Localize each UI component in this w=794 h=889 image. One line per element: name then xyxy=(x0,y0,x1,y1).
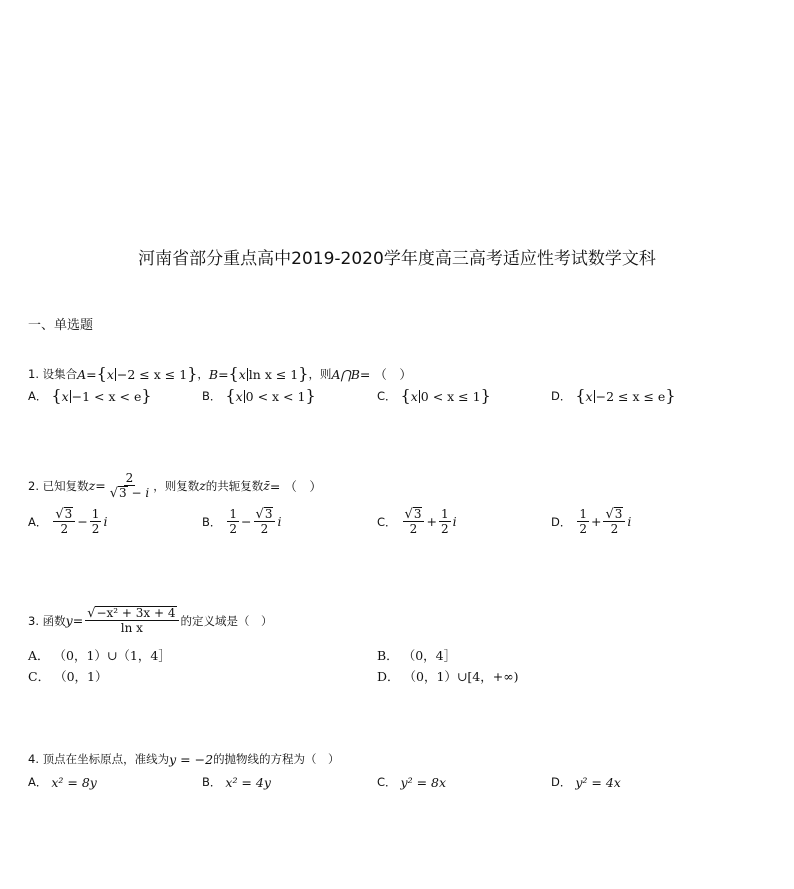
rbrace: } xyxy=(305,386,316,405)
numerator: 1 xyxy=(440,507,449,521)
sign: + xyxy=(591,514,602,529)
question-2 xyxy=(28,471,322,500)
radicand: 3 xyxy=(64,507,73,521)
q2-prefix: 2. 已知复数 xyxy=(28,478,89,493)
option-text: x² = 8y xyxy=(51,774,97,790)
denominator: 2 xyxy=(260,522,269,536)
q3-end: 的定义域是（ ） xyxy=(180,613,273,628)
q1-rbrace-a: } xyxy=(187,364,198,383)
numerator xyxy=(403,507,425,522)
q1-option-d[interactable] xyxy=(551,388,676,404)
sqrt-symbol: √ 3 xyxy=(404,507,422,522)
q1-eq-a: = xyxy=(86,366,97,382)
question-4 xyxy=(28,751,340,767)
sqrt-symbol: √ −x² + 3x + 4 xyxy=(87,606,176,621)
fraction-sqrt3-over-2 xyxy=(403,507,425,536)
q1-ask: ，则 xyxy=(308,367,332,381)
q2-den-tail: − i xyxy=(131,486,150,500)
q1-set-b-label: B xyxy=(208,366,219,382)
q1-set-a-condition: −2 ≤ x ≤ 1 xyxy=(116,366,188,382)
option-label: A． xyxy=(28,389,48,403)
q1-option-c[interactable] xyxy=(377,388,491,404)
option-condition: −1 < x < e xyxy=(71,388,142,404)
numerator xyxy=(603,507,625,522)
rbrace: } xyxy=(665,386,676,405)
option-condition: 0 < x ≤ 1 xyxy=(420,388,481,404)
fraction-1-over-2 xyxy=(90,507,102,536)
fraction-sqrt3-over-2 xyxy=(53,507,75,536)
numerator: 1 xyxy=(91,507,100,521)
q1-option-a[interactable] xyxy=(28,388,152,404)
q1-var-a: x xyxy=(106,366,114,382)
page-title: 河南省部分重点高中2019-2020学年度高三高考适应性考试数学文科 xyxy=(138,249,656,269)
denominator: 2 xyxy=(91,522,100,536)
q1-var-b: x xyxy=(238,366,246,382)
radicand: 3 xyxy=(119,486,127,500)
set-bar xyxy=(594,390,595,403)
fraction-sqrt3-over-2 xyxy=(603,507,625,536)
denominator: 2 xyxy=(229,522,238,536)
q4-option-d[interactable] xyxy=(551,774,621,790)
option-label: C． xyxy=(28,669,51,684)
q2-denominator xyxy=(108,486,151,500)
q2-option-c[interactable] xyxy=(377,507,457,536)
q3-option-c[interactable] xyxy=(28,667,107,685)
q3-prefix: 3. 函数 xyxy=(28,613,66,628)
sign: + xyxy=(426,514,437,529)
q2-option-a[interactable] xyxy=(28,507,107,536)
section-heading: 一、单选题 xyxy=(28,318,94,333)
q2-numerator: 2 xyxy=(125,471,134,485)
option-label: D． xyxy=(377,669,400,684)
q4-option-c[interactable] xyxy=(377,774,446,790)
q3-eq: = xyxy=(72,613,84,628)
option-text: y² = 4x xyxy=(575,774,621,790)
sqrt-symbol: √ 3 xyxy=(255,507,273,522)
option-text: （0，1）∪（1，4］ xyxy=(53,648,171,663)
q1-rbrace-b: } xyxy=(298,364,309,383)
option-text: y² = 8x xyxy=(400,774,447,790)
fraction-1-over-2 xyxy=(227,507,239,536)
q2-mid: ，则复数 xyxy=(153,478,200,493)
option-text: （0，1）∪[4，+∞) xyxy=(403,669,519,684)
option-label: B． xyxy=(202,775,222,789)
lbrace: { xyxy=(225,386,236,405)
lbrace: { xyxy=(400,386,411,405)
q1-eq-b: = xyxy=(218,366,229,382)
q2-var: z xyxy=(88,478,96,493)
q4-option-a[interactable] xyxy=(28,774,97,790)
set-bar xyxy=(244,390,245,403)
denominator: 2 xyxy=(409,522,418,536)
numerator: 1 xyxy=(579,507,587,521)
option-condition: −2 ≤ x ≤ e xyxy=(595,388,666,404)
sqrt-symbol: √ 3 xyxy=(55,507,73,522)
q2-eq: = xyxy=(95,478,106,493)
option-label: D． xyxy=(551,775,572,789)
q2-fraction xyxy=(108,471,151,500)
lbrace: { xyxy=(51,386,62,405)
set-bar xyxy=(70,390,71,403)
rbrace: } xyxy=(141,386,152,405)
q1-option-b[interactable] xyxy=(202,388,316,404)
sqrt-symbol: √ 3 xyxy=(605,507,623,522)
option-label: B． xyxy=(202,389,222,403)
q1-end: = （ ） xyxy=(359,367,412,382)
option-condition: 0 < x < 1 xyxy=(245,388,306,404)
sqrt-symbol: √ 3 xyxy=(109,486,127,501)
option-text: （0，1） xyxy=(54,669,108,684)
q1-set-a-label: A xyxy=(77,366,87,382)
q4-option-b[interactable] xyxy=(202,774,271,790)
imaginary-unit: i xyxy=(452,514,457,529)
q3-option-d[interactable] xyxy=(377,667,519,685)
q2-conjugate: z̄ xyxy=(263,478,270,493)
set-bar xyxy=(419,390,420,403)
q4-prefix: 4. 顶点在坐标原点，准线为 xyxy=(28,752,170,766)
option-label: A． xyxy=(28,775,48,789)
radicand: 3 xyxy=(264,507,273,521)
imaginary-unit: i xyxy=(103,514,108,529)
q1-ask-expression: A⋂B xyxy=(331,366,360,382)
question-1 xyxy=(28,365,412,383)
q2-var-2: z xyxy=(199,478,206,493)
q2-option-b[interactable] xyxy=(202,507,281,536)
option-text: （0，4］ xyxy=(402,648,457,663)
q1-bar-a xyxy=(115,368,116,381)
sign: − xyxy=(241,514,252,529)
lbrace: { xyxy=(575,386,586,405)
q3-option-b[interactable] xyxy=(377,646,456,664)
option-label: C． xyxy=(377,514,397,529)
numerator: 1 xyxy=(229,507,238,521)
option-label: B． xyxy=(202,514,222,529)
q1-bar-b xyxy=(247,368,248,381)
var: x xyxy=(235,388,243,404)
denominator: 2 xyxy=(610,522,619,536)
option-label: D． xyxy=(551,514,572,529)
q3-var: y xyxy=(65,613,73,628)
fraction-sqrt3-over-2 xyxy=(254,507,276,536)
q1-separator: ， xyxy=(197,367,209,381)
var: x xyxy=(61,388,69,404)
var: x xyxy=(585,388,593,404)
q1-lbrace-b: { xyxy=(228,364,239,383)
q2-option-d[interactable] xyxy=(551,507,631,536)
rbrace: } xyxy=(480,386,491,405)
q3-fraction xyxy=(85,606,178,635)
denominator: 2 xyxy=(440,522,449,536)
numerator xyxy=(254,507,276,522)
q3-denominator: ln x xyxy=(120,621,143,635)
q2-mid2: 的共轭复数 xyxy=(205,478,264,493)
q1-set-b-condition: ln x ≤ 1 xyxy=(248,366,299,382)
option-label: B． xyxy=(377,648,399,663)
q2-end: = （ ） xyxy=(269,478,322,494)
option-text: x² = 4y xyxy=(225,774,271,790)
option-label: A． xyxy=(28,514,48,529)
radicand: 3 xyxy=(413,507,422,521)
option-label: C． xyxy=(377,775,397,789)
numerator xyxy=(53,507,75,522)
option-label: C． xyxy=(377,389,397,403)
var: x xyxy=(410,388,418,404)
q4-end: 的抛物线的方程为（ ） xyxy=(213,752,340,766)
q4-expression: y = −2 xyxy=(169,751,214,767)
q3-numerator xyxy=(85,606,178,621)
denominator: 2 xyxy=(579,522,587,536)
q1-prefix: 1. 设集合 xyxy=(28,367,78,381)
fraction-1-over-2 xyxy=(439,507,451,536)
fraction-1-over-2 xyxy=(577,507,589,536)
q1-lbrace-a: { xyxy=(96,364,107,383)
sign: − xyxy=(77,514,88,529)
denominator: 2 xyxy=(60,522,69,536)
q3-radicand: −x² + 3x + 4 xyxy=(96,606,176,620)
question-3 xyxy=(28,606,273,635)
radicand: 3 xyxy=(614,507,623,521)
option-label: A． xyxy=(28,648,50,663)
q3-option-a[interactable] xyxy=(28,646,171,664)
imaginary-unit: i xyxy=(627,514,632,529)
option-label: D． xyxy=(551,389,572,403)
imaginary-unit: i xyxy=(277,514,282,529)
